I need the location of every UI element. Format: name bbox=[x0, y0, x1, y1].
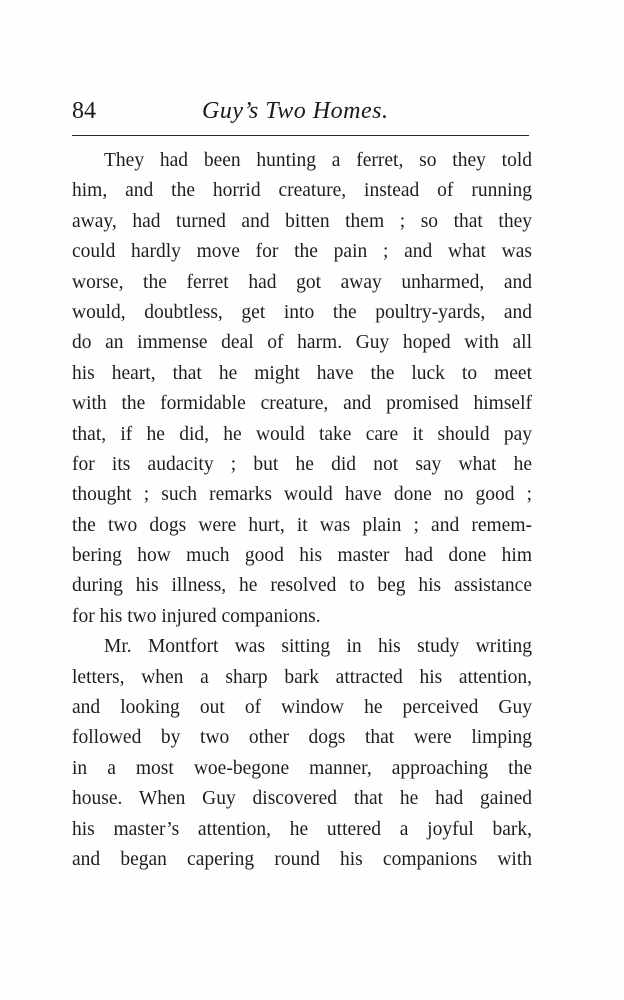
text-line: for his two injured companions. bbox=[72, 605, 321, 627]
text-line: for its audacity ; but he did not say what he bbox=[72, 453, 532, 475]
text-line: the two dogs were hurt, it was plain ; and remem- bbox=[72, 514, 532, 536]
paragraph bbox=[72, 146, 532, 632]
page-header bbox=[72, 98, 530, 132]
paragraph bbox=[72, 632, 532, 875]
text-line: and looking out of window he perceived Guy bbox=[72, 697, 532, 719]
text-line: would, doubtless, get into the poultry-yards, and bbox=[72, 301, 532, 323]
text-line: do an immense deal of harm. Guy hoped with all bbox=[72, 332, 532, 354]
text-line: with the formidable creature, and promised himself bbox=[72, 393, 532, 415]
text-line: in a most woe-begone manner, approaching the bbox=[72, 757, 532, 779]
text-line: house. When Guy discovered that he had gained bbox=[72, 788, 532, 810]
text-line: letters, when a sharp bark attracted his attention, bbox=[72, 666, 532, 688]
header-rule bbox=[72, 135, 529, 136]
text-line: bering how much good his master had done him bbox=[72, 545, 532, 567]
text-line: thought ; such remarks would have done no good ; bbox=[72, 484, 532, 506]
text-line: followed by two other dogs that were limping bbox=[72, 727, 532, 749]
text-line: him, and the horrid creature, instead of running bbox=[72, 180, 532, 202]
text-line: worse, the ferret had got away unharmed, and bbox=[72, 271, 532, 293]
text-line: his heart, that he might have the luck to meet bbox=[72, 362, 532, 384]
body-text bbox=[72, 146, 532, 875]
text-line: could hardly move for the pain ; and what was bbox=[72, 241, 532, 263]
running-title: Guy’s Two Homes. bbox=[202, 98, 389, 124]
text-line: Mr. Montfort was sitting in his study writing bbox=[104, 636, 532, 658]
page-number: 84 bbox=[72, 98, 96, 124]
text-line: and began capering round his companions with bbox=[72, 848, 532, 870]
text-line: They had been hunting a ferret, so they told bbox=[104, 150, 532, 171]
text-line: his master’s attention, he uttered a joyful bark, bbox=[72, 818, 532, 840]
text-line: during his illness, he resolved to beg his assistance bbox=[72, 575, 532, 597]
text-line: that, if he did, he would take care it should pay bbox=[72, 423, 532, 445]
text-line: away, had turned and bitten them ; so that they bbox=[72, 210, 532, 232]
